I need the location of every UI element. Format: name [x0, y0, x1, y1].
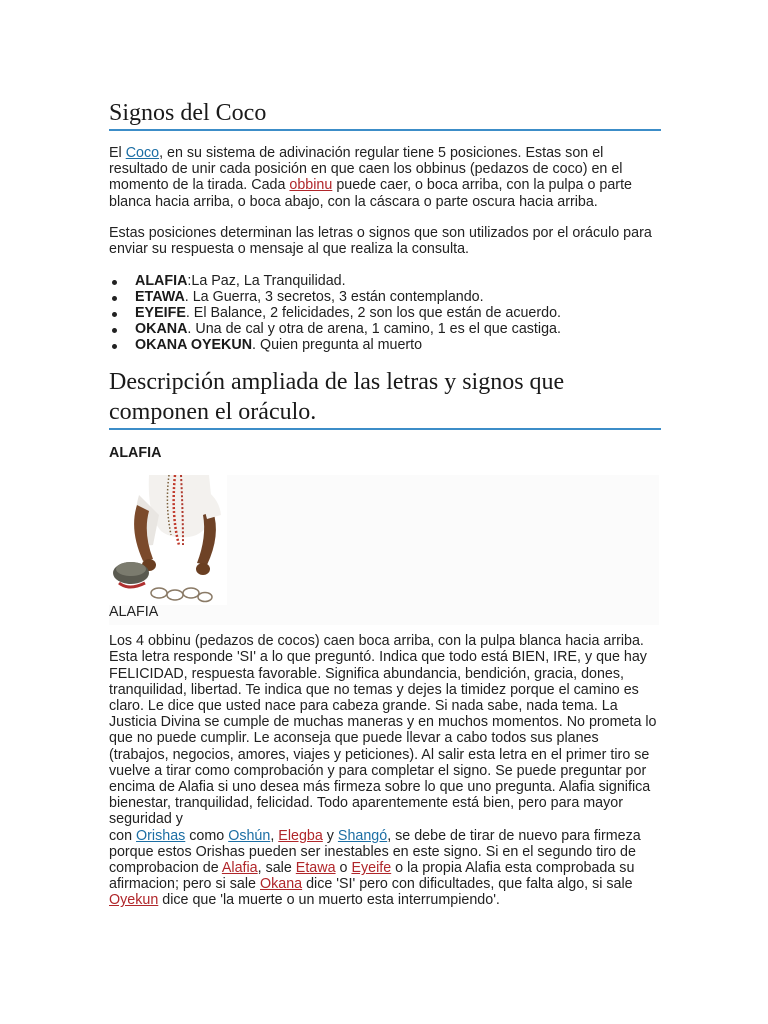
text: El — [109, 145, 126, 161]
sign-desc: . Una de cal y otra de arena, 1 camino, 1 es el que castiga. — [187, 321, 561, 338]
alafia-heading: ALAFIA — [109, 445, 162, 462]
intro-paragraph — [109, 145, 661, 210]
text: o — [335, 860, 352, 877]
list-item — [109, 305, 661, 321]
text: , — [270, 827, 279, 844]
link-coco[interactable]: Coco — [125, 145, 160, 161]
sign-name: ETAWA — [135, 289, 185, 306]
sign-name: ALAFIA — [135, 273, 188, 290]
figure-caption: ALAFIA — [109, 604, 159, 621]
alafia-paragraph — [109, 633, 661, 908]
text: , en su sistema de adivinación regular tiene 5 posiciones. Estas son el resultado de unir cada posición en que caen los obbinus (pedazos de coco) en el momento de la tirada. Cada — [109, 145, 623, 194]
sign-desc: :La Paz, La Tranquilidad. — [187, 273, 346, 290]
link-obbinu[interactable]: obbinu — [289, 177, 333, 194]
link-okana[interactable]: Okana — [259, 876, 303, 893]
page-title: Signos del Coco — [109, 98, 661, 131]
text: y — [322, 827, 338, 844]
alafia-photo — [109, 475, 227, 605]
link-shango[interactable]: Shangó — [337, 827, 388, 844]
link-etawa[interactable]: Etawa — [295, 860, 336, 877]
positions-paragraph: Estas posiciones determinan las letras o signos que son utilizados por el oráculo para enviar su respuesta o mensaje al que realiza la consulta. — [109, 224, 652, 258]
link-oyekun[interactable]: Oyekun — [109, 892, 159, 909]
text: como — [185, 827, 229, 844]
figure — [109, 475, 659, 625]
list-item — [109, 321, 661, 337]
sign-desc: . El Balance, 2 felicidades, 2 son los que están de acuerdo. — [185, 305, 561, 322]
sign-name: OKANA — [135, 321, 188, 338]
link-alafia[interactable]: Alafia — [221, 860, 258, 877]
sign-name: EYEIFE — [135, 305, 186, 322]
text: , sale — [257, 860, 296, 877]
text: Los 4 obbinu (pedazos de cocos) caen boca arriba, con la pulpa blanca hacia arriba. Esta letra responde 'SI' a lo que preguntó. Indica que todo está BIEN, IRE, y que hay FELICIDAD, respuesta favorable. Significa abundancia, bendición, gracia, dones, tranquilidad, libertad. Te indica que no temas y dejes la timidez porque el camino es claro. Le dice que usted nace para cabeza grande. Si nada sabe, nada tema. La Justicia Divina se cumple de muchas maneras y en muchos momentos. No prometa lo que no puede cumplir. Le aconseja que puede llevar a cabo todos sus planes (trabajos, negocios, amores, viajes y peticiones). Al salir esta letra en el primer tiro se vuelve a tirar como comprobación y para completar el signo. Se puede preguntar por encima de Alafia si uno desea más firmeza sobre lo que uno pregunta. Alafia significa bienestar, tranquilidad, felicidad. Todo aparentemente está bien, pero para mayor seguridad y — [109, 633, 657, 828]
link-oshun[interactable]: Oshún — [228, 827, 271, 844]
text: o la propia Alafia esta comprobada su afirmacion; pero si sale — [109, 860, 635, 893]
text: con — [109, 827, 137, 844]
article — [109, 98, 661, 909]
section-heading: Descripción ampliada de las letras y signos que componen el oráculo. — [109, 367, 661, 430]
text: puede caer, o boca arriba, con la pulpa o parte blanca hacia arriba, o boca abajo, con la cáscara o parte oscura hacia arriba. — [109, 177, 632, 210]
sign-desc: . La Guerra, 3 secretos, 3 están contemplando. — [184, 289, 484, 306]
text: dice que 'la muerte o un muerto esta interrumpiendo'. — [158, 892, 500, 909]
sign-desc: . Quien pregunta al muerto — [252, 337, 423, 354]
list-item — [109, 337, 661, 353]
list-item — [109, 273, 661, 289]
sign-name: OKANA OYEKUN — [135, 337, 253, 354]
link-eyeife[interactable]: Eyeife — [351, 860, 392, 877]
link-elegba[interactable]: Elegba — [278, 827, 323, 844]
signs-list — [109, 273, 661, 353]
text: dice 'SI' pero con dificultades, que falta algo, si sale — [302, 876, 633, 893]
list-item — [109, 289, 661, 305]
text: , se debe de tirar de nuevo para firmeza porque estos Orishas pueden ser inestables en este signo. Si en el segundo tiro de comprobacion de — [109, 827, 641, 877]
link-orishas[interactable]: Orishas — [136, 827, 186, 844]
